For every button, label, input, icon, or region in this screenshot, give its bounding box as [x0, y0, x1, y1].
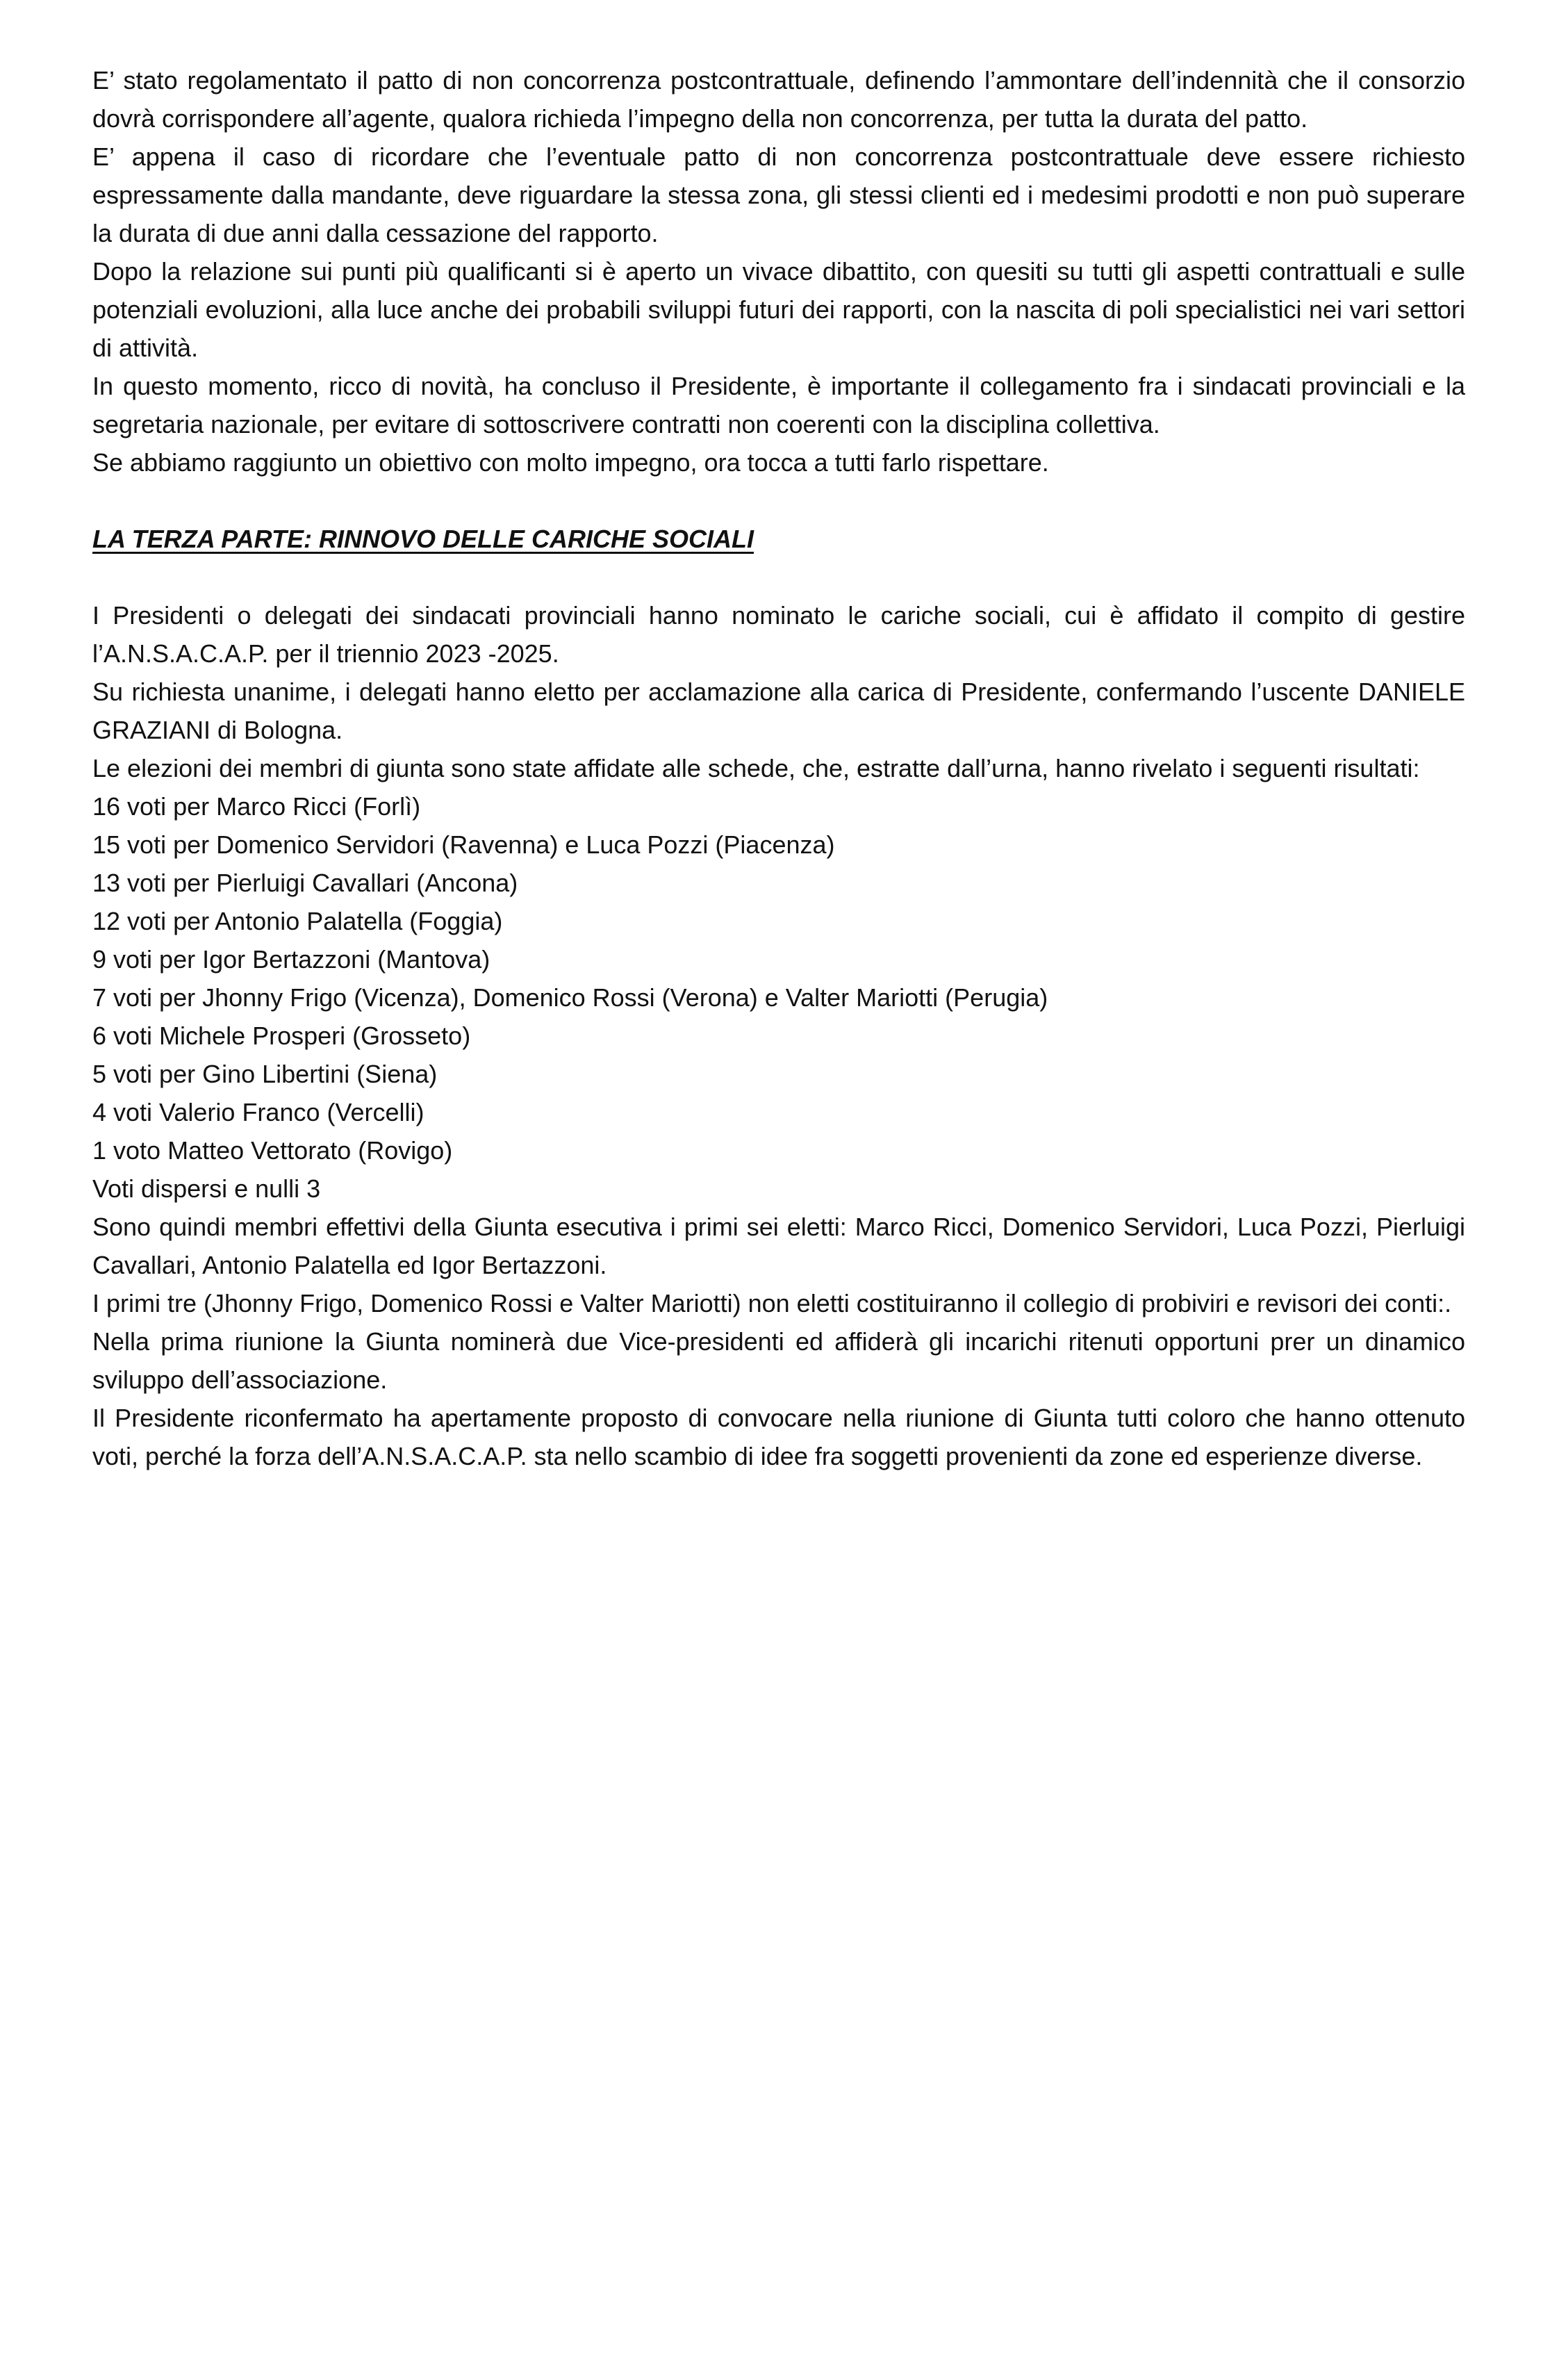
vote-result-line: 15 voti per Domenico Servidori (Ravenna) e Luca Pozzi (Piacenza): [92, 830, 835, 859]
paragraph: E’ stato regolamentato il patto di non concorrenza postcontrattuale, definendo l’ammontare dell’indennità che il consorzio dovrà corrispondere all’agente, qualora richieda l’impegno della non concorrenza, per tutta la durata del patto.: [92, 66, 1465, 133]
section-heading: LA TERZA PARTE: RINNOVO DELLE CARICHE SOCIALI: [92, 525, 754, 553]
paragraph: I primi tre (Jhonny Frigo, Domenico Rossi e Valter Mariotti) non eletti costituiranno il collegio di probiviri e revisori dei conti:.: [92, 1289, 1452, 1318]
vote-result-line: 4 voti Valerio Franco (Vercelli): [92, 1098, 424, 1126]
paragraph: E’ appena il caso di ricordare che l’eventuale patto di non concorrenza postcontrattuale deve essere richiesto espressamente dalla mandante, deve riguardare la stessa zona, gli stessi clienti ed i medesimi prodotti e non può superare la durata di due anni dalla cessazione del rapporto.: [92, 142, 1465, 247]
paragraph: Il Presidente riconfermato ha apertamente proposto di convocare nella riunione di Giunta tutti coloro che hanno ottenuto voti, perché la forza dell’A.N.S.A.C.A.P. sta nello scambio di idee fra soggetti provenienti da zone ed esperienze diverse.: [92, 1404, 1465, 1470]
vote-result-line: Voti dispersi e nulli 3: [92, 1174, 321, 1203]
vote-result-line: 6 voti Michele Prosperi (Grosseto): [92, 1021, 471, 1050]
paragraph: Su richiesta unanime, i delegati hanno eletto per acclamazione alla carica di Presidente, confermando l’uscente DANIELE GRAZIANI di Bologna.: [92, 678, 1465, 744]
section-non-compete: [92, 61, 1465, 482]
spacer: [92, 482, 1465, 520]
paragraph: Se abbiamo raggiunto un obiettivo con molto impegno, ora tocca a tutti farlo rispettare.: [92, 448, 1049, 477]
paragraph: Nella prima riunione la Giunta nominerà due Vice-presidenti ed affiderà gli incarichi ritenuti opportuni prer un dinamico sviluppo dell’associazione.: [92, 1327, 1465, 1394]
paragraph: Le elezioni dei membri di giunta sono state affidate alle schede, che, estratte dall’urna, hanno rivelato i seguenti risultati:: [92, 754, 1420, 782]
vote-result-line: 1 voto Matteo Vettorato (Rovigo): [92, 1136, 453, 1165]
vote-result-line: 9 voti per Igor Bertazzoni (Mantova): [92, 945, 490, 974]
paragraph: I Presidenti o delegati dei sindacati provinciali hanno nominato le cariche sociali, cui è affidato il compito di gestire l’A.N.S.A.C.A.P. per il triennio 2023 -2025.: [92, 601, 1465, 668]
document-page: [92, 61, 1465, 1475]
section-elections: [92, 596, 1465, 1475]
paragraph: In questo momento, ricco di novità, ha concluso il Presidente, è importante il collegamento fra i sindacati provinciali e la segretaria nazionale, per evitare di sottoscrivere contratti non coerenti con la disciplina collettiva.: [92, 372, 1465, 438]
spacer: [92, 558, 1465, 596]
vote-result-line: 12 voti per Antonio Palatella (Foggia): [92, 907, 503, 935]
vote-result-line: 16 voti per Marco Ricci (Forlì): [92, 792, 421, 821]
paragraph: Sono quindi membri effettivi della Giunta esecutiva i primi sei eletti: Marco Ricci, Domenico Servidori, Luca Pozzi, Pierluigi Cavallari, Antonio Palatella ed Igor Bertazzoni.: [92, 1213, 1465, 1279]
vote-results-list: [92, 787, 1465, 1208]
vote-result-line: 13 voti per Pierluigi Cavallari (Ancona): [92, 869, 518, 897]
vote-result-line: 5 voti per Gino Libertini (Siena): [92, 1060, 438, 1088]
paragraph: Dopo la relazione sui punti più qualificanti si è aperto un vivace dibattito, con quesiti su tutti gli aspetti contrattuali e sulle potenziali evoluzioni, alla luce anche dei probabili sviluppi futuri dei rapporti, con la nascita di poli specialistici nei vari settori di attività.: [92, 257, 1465, 362]
vote-result-line: 7 voti per Jhonny Frigo (Vicenza), Domenico Rossi (Verona) e Valter Mariotti (Perugia): [92, 983, 1048, 1012]
